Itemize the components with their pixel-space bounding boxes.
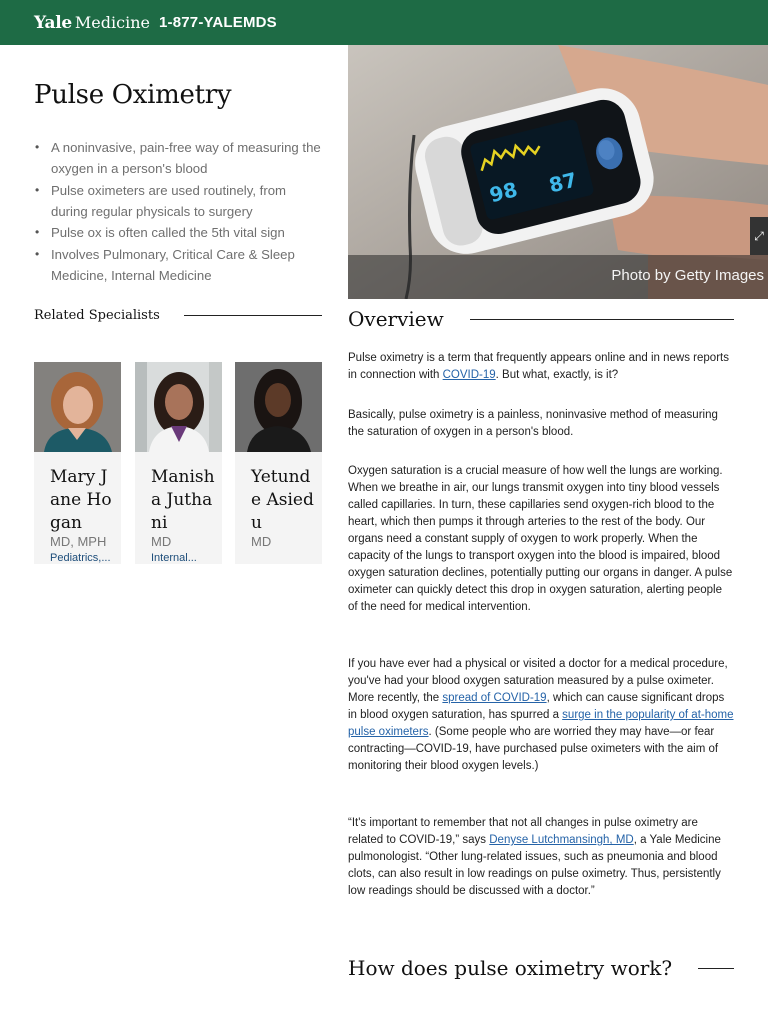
spo2-reading: 98 [487, 177, 520, 208]
phone-number-link[interactable]: 1-877-YALEMDS [158, 14, 277, 31]
specialist-card-yetunde-asiedu[interactable] [235, 362, 322, 564]
overview-heading [348, 307, 734, 331]
at-home-oximeters-link[interactable]: surge in the popularity of at-home pulse oximeters [348, 709, 734, 738]
pulse-reading: 87 [546, 167, 580, 198]
expand-image-button[interactable] [750, 217, 768, 255]
specialist-specialty[interactable]: Pediatrics,... [50, 552, 111, 564]
hero-image [348, 45, 768, 299]
specialist-info [135, 452, 222, 564]
overview-title: Overview [348, 307, 444, 331]
specialist-photo[interactable] [235, 362, 322, 452]
fact-item: • Pulse oximeters are used routinely, from during regular physicals to surgery [34, 180, 324, 222]
article-paragraph: If you have ever had a physical or visited a doctor for a medical procedure, you've had your blood oxygen saturation measured by a pulse oximeter. More recently, the spread of COVID-19, which can cause significant drops in blood oxygen saturation, has spurred a surge in the popularity of at-home pulse oximeters. (Some people who are worried they may have—or fear contracting—COVID-19, have purchased pulse oximeters with the aim of monitoring their blood oxygen levels.) [348, 658, 734, 772]
expand-icon: ⤢ [754, 228, 764, 243]
specialist-info [34, 452, 121, 564]
specialist-photo[interactable] [34, 362, 121, 452]
spread-of-covid-link[interactable]: spread of COVID-19 [442, 692, 547, 704]
photo-credit-bar [348, 255, 768, 299]
covid-19-link[interactable]: COVID-19 [442, 369, 496, 381]
fact-item: • Pulse ox is often called the 5th vital sign [34, 222, 324, 243]
logo-yale-text: Yale [34, 12, 72, 33]
related-specialists-title: Related Specialists [34, 308, 160, 323]
key-facts-list [34, 137, 324, 286]
specialist-card-mary-jane-hogan[interactable] [34, 362, 121, 564]
logo-medicine-text: Medicine [74, 12, 150, 32]
article-paragraph: Pulse oximetry is a term that frequently appears online and in news reports in connection with COVID-19. But what, exactly, is it? [348, 352, 729, 381]
doctor-profile-link[interactable]: Denyse Lutchmansingh, MD [489, 834, 634, 846]
site-header [0, 0, 768, 45]
heading-divider [698, 968, 734, 969]
fact-item: • A noninvasive, pain-free way of measuring the oxygen in a person's blood [34, 137, 324, 179]
specialist-credentials: MD [151, 534, 172, 549]
how-it-works-title: How does pulse oximetry work? [348, 956, 673, 980]
specialist-credentials: MD, MPH [50, 534, 107, 549]
specialist-specialty[interactable]: Internal... [151, 552, 197, 564]
page-title: Pulse Oximetry [34, 80, 232, 110]
specialist-card-manisha-juthani[interactable] [135, 362, 222, 564]
photo-credit: Photo by Getty Images [611, 267, 764, 284]
article-paragraph: Oxygen saturation is a crucial measure of how well the lungs are working. When we breathe in air, our lungs transmit oxygen into tiny blood vessels called capillaries. In turn, these capillaries send oxygen-rich blood to the heart, which then pumps it through arteries to the rest of the body. Our organs need a constant supply of oxygen to work properly. When the capacity of the lungs to transport oxygen into the blood is impaired, blood oxygen saturation declines, potentially putting our organs in danger. A pulse oximeter can quickly detect this drop in oxygen saturation, alerting people of the need for medical intervention. [348, 465, 733, 613]
heading-divider [184, 315, 322, 316]
how-it-works-heading [348, 956, 734, 980]
specialist-info [235, 452, 322, 564]
specialist-name[interactable]: Manisha Juthani [151, 467, 215, 533]
article-paragraph: Basically, pulse oximetry is a painless, noninvasive method of measuring the saturation of oxygen in a person's blood. [348, 409, 718, 438]
article-paragraph: “It's important to remember that not all changes in pulse oximetry are related to COVID-19,” says Denyse Lutchmansingh, MD, a Yale Medicine pulmonologist. “Other lung-related issues, such as pneumonia and blood clots, can also result in low readings on pulse oximetry. Thus, persistently low readings should be discussed with a doctor.” [348, 817, 721, 897]
yale-medicine-logo[interactable] [34, 13, 150, 33]
specialist-name[interactable]: Mary Jane Hogan [50, 467, 112, 533]
specialist-name[interactable]: Yetunde Asiedu [251, 467, 314, 533]
specialist-credentials: MD [251, 534, 272, 549]
heading-divider [470, 319, 734, 320]
specialist-photo[interactable] [135, 362, 222, 452]
fact-item: • Involves Pulmonary, Critical Care & Sleep Medicine, Internal Medicine [34, 244, 324, 286]
related-specialists-heading [34, 308, 322, 323]
